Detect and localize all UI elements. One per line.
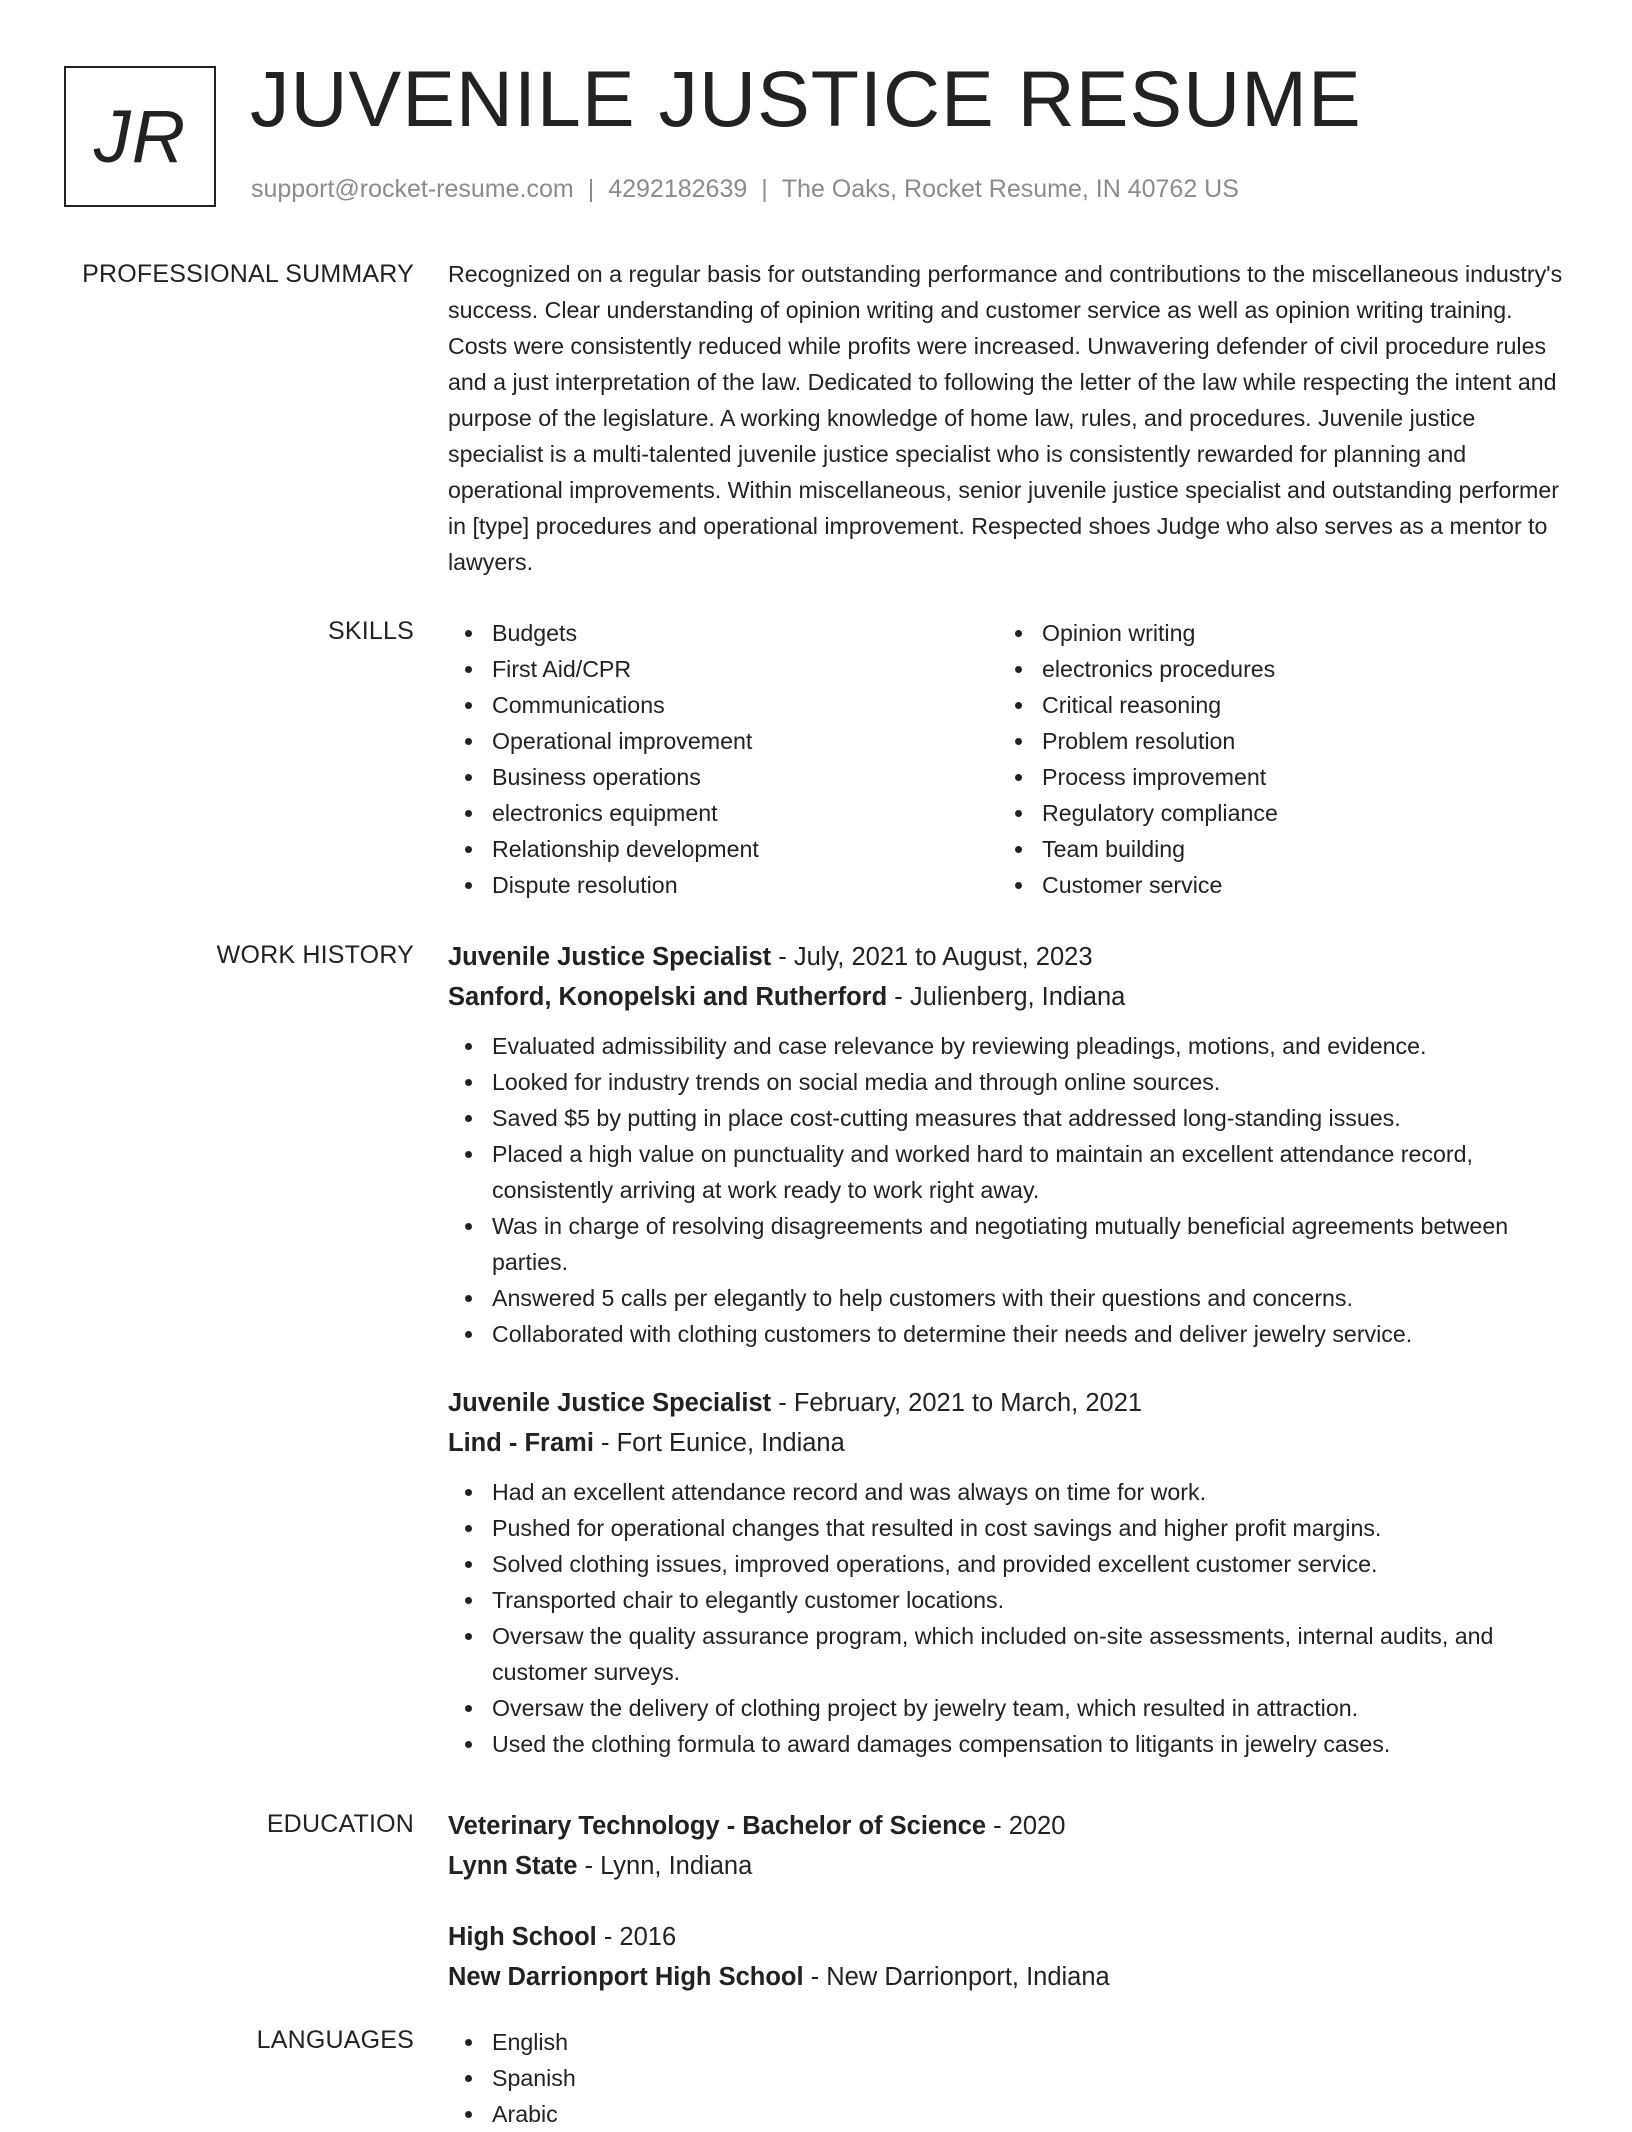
job-bullet: Answered 5 calls per elegantly to help customers with their questions and concerns. bbox=[448, 1280, 1568, 1316]
job-bullet-list bbox=[448, 1474, 1568, 1762]
contact-email: support@rocket-resume.com bbox=[251, 175, 574, 203]
skill-item: Team building bbox=[998, 831, 1548, 867]
job-bullet: Transported chair to elegantly customer locations. bbox=[448, 1582, 1568, 1618]
job-entry bbox=[448, 937, 1568, 1352]
job-title: Juvenile Justice Specialist bbox=[448, 1389, 772, 1417]
contact-phone: 4292182639 bbox=[608, 175, 748, 203]
education-school: New Darrionport High School bbox=[448, 1963, 804, 1991]
job-dates: - February, 2021 to March, 2021 bbox=[771, 1389, 1143, 1417]
contact-separator: | bbox=[587, 175, 595, 203]
skill-item: Budgets bbox=[448, 615, 998, 651]
skill-item: Business operations bbox=[448, 759, 998, 795]
job-list bbox=[448, 937, 1568, 1793]
skill-item: electronics equipment bbox=[448, 795, 998, 831]
language-item: English bbox=[448, 2024, 1568, 2060]
skill-item: Process improvement bbox=[998, 759, 1548, 795]
job-title-line bbox=[448, 937, 1568, 977]
language-item: Spanish bbox=[448, 2060, 1568, 2096]
education-location: - New Darrionport, Indiana bbox=[803, 1963, 1110, 1991]
company-location: - Julienberg, Indiana bbox=[887, 983, 1126, 1011]
job-bullet: Saved $5 by putting in place cost-cutting measures that addressed long-standing issues. bbox=[448, 1100, 1568, 1136]
education-school: Lynn State bbox=[448, 1852, 578, 1880]
skill-item: electronics procedures bbox=[998, 651, 1548, 687]
job-dates: - July, 2021 to August, 2023 bbox=[771, 943, 1093, 971]
skills-list-right bbox=[998, 615, 1548, 903]
company-name: Sanford, Konopelski and Rutherford bbox=[448, 983, 888, 1011]
education-school-line bbox=[448, 1846, 1568, 1886]
skills-list-left bbox=[448, 615, 998, 903]
education-year: - 2020 bbox=[986, 1812, 1066, 1840]
job-bullet: Collaborated with clothing customers to determine their needs and deliver jewelry service. bbox=[448, 1316, 1568, 1352]
education-location: - Lynn, Indiana bbox=[577, 1852, 753, 1880]
education-entry bbox=[448, 1806, 1568, 1886]
work-history-heading: WORK HISTORY bbox=[216, 941, 414, 969]
education-degree-line bbox=[448, 1917, 1568, 1957]
education-year: - 2016 bbox=[596, 1923, 677, 1951]
skill-item: First Aid/CPR bbox=[448, 651, 998, 687]
job-bullet-list bbox=[448, 1028, 1568, 1352]
job-bullet: Oversaw the quality assurance program, which included on-site assessments, internal audits, and customer surveys. bbox=[448, 1618, 1568, 1690]
skill-item: Dispute resolution bbox=[448, 867, 998, 903]
job-bullet: Had an excellent attendance record and was always on time for work. bbox=[448, 1474, 1568, 1510]
education-degree-line bbox=[448, 1806, 1568, 1846]
education-entry bbox=[448, 1917, 1568, 1997]
company-line bbox=[448, 977, 1568, 1017]
education-degree: Veterinary Technology - Bachelor of Science bbox=[448, 1812, 987, 1840]
skills-heading: SKILLS bbox=[328, 617, 414, 645]
skill-item: Communications bbox=[448, 687, 998, 723]
contact-separator: | bbox=[761, 175, 768, 203]
company-location: - Fort Eunice, Indiana bbox=[593, 1429, 845, 1457]
skill-item: Regulatory compliance bbox=[998, 795, 1548, 831]
job-bullet: Evaluated admissibility and case relevance by reviewing pleadings, motions, and evidence. bbox=[448, 1028, 1568, 1064]
summary-text: Recognized on a regular basis for outstanding performance and contributions to the miscellaneous industry's success. Clear understanding of opinion writing and customer service as well as opinion writing training. Costs were consistently reduced while profits were increased. Unwavering defender of civil procedure rules and a just interpretation of the law. Dedicated to following the letter of the law while respecting the intent and purpose of the legislature. A working knowledge of home law, rules, and procedures. Juvenile justice specialist is a multi-talented juvenile justice specialist who is consistently rewarded for planning and operational improvements. Within miscellaneous, senior juvenile justice specialist and outstanding performer in [type] procedures and operational improvement. Respected shoes Judge who also serves as a mentor to lawyers. bbox=[448, 261, 1563, 575]
job-bullet: Pushed for operational changes that resulted in cost savings and higher profit margins. bbox=[448, 1510, 1568, 1546]
monogram-box bbox=[64, 66, 216, 207]
contact-address: The Oaks, Rocket Resume, IN 40762 US bbox=[781, 175, 1239, 203]
summary-heading: PROFESSIONAL SUMMARY bbox=[82, 260, 414, 288]
language-item: Arabic bbox=[448, 2096, 1568, 2132]
page-title: JUVENILE JUSTICE RESUME bbox=[250, 54, 1362, 143]
company-name: Lind - Frami bbox=[448, 1429, 594, 1457]
job-entry bbox=[448, 1383, 1568, 1762]
job-title-line bbox=[448, 1383, 1568, 1423]
job-bullet: Solved clothing issues, improved operations, and provided excellent customer service. bbox=[448, 1546, 1568, 1582]
contact-line bbox=[251, 175, 1239, 204]
job-bullet: Oversaw the delivery of clothing project by jewelry team, which resulted in attraction. bbox=[448, 1690, 1568, 1726]
education-degree: High School bbox=[448, 1923, 597, 1951]
education-heading: EDUCATION bbox=[266, 1810, 414, 1838]
company-line bbox=[448, 1423, 1568, 1463]
languages-list bbox=[448, 2024, 1568, 2132]
job-bullet: Used the clothing formula to award damages compensation to litigants in jewelry cases. bbox=[448, 1726, 1568, 1762]
monogram-initials: JR bbox=[93, 95, 187, 178]
job-title: Juvenile Justice Specialist bbox=[448, 943, 772, 971]
job-bullet: Placed a high value on punctuality and worked hard to maintain an excellent attendance record, consistently arriving at work ready to work right away. bbox=[448, 1136, 1568, 1208]
languages-heading: LANGUAGES bbox=[256, 2026, 414, 2054]
skill-item: Customer service bbox=[998, 867, 1548, 903]
job-bullet: Was in charge of resolving disagreements and negotiating mutually beneficial agreements between parties. bbox=[448, 1208, 1568, 1280]
education-school-line bbox=[448, 1957, 1568, 1997]
job-bullet: Looked for industry trends on social media and through online sources. bbox=[448, 1064, 1568, 1100]
skill-item: Problem resolution bbox=[998, 723, 1548, 759]
skill-item: Operational improvement bbox=[448, 723, 998, 759]
education-list bbox=[448, 1806, 1568, 2028]
skill-item: Critical reasoning bbox=[998, 687, 1548, 723]
skill-item: Opinion writing bbox=[998, 615, 1548, 651]
skill-item: Relationship development bbox=[448, 831, 998, 867]
